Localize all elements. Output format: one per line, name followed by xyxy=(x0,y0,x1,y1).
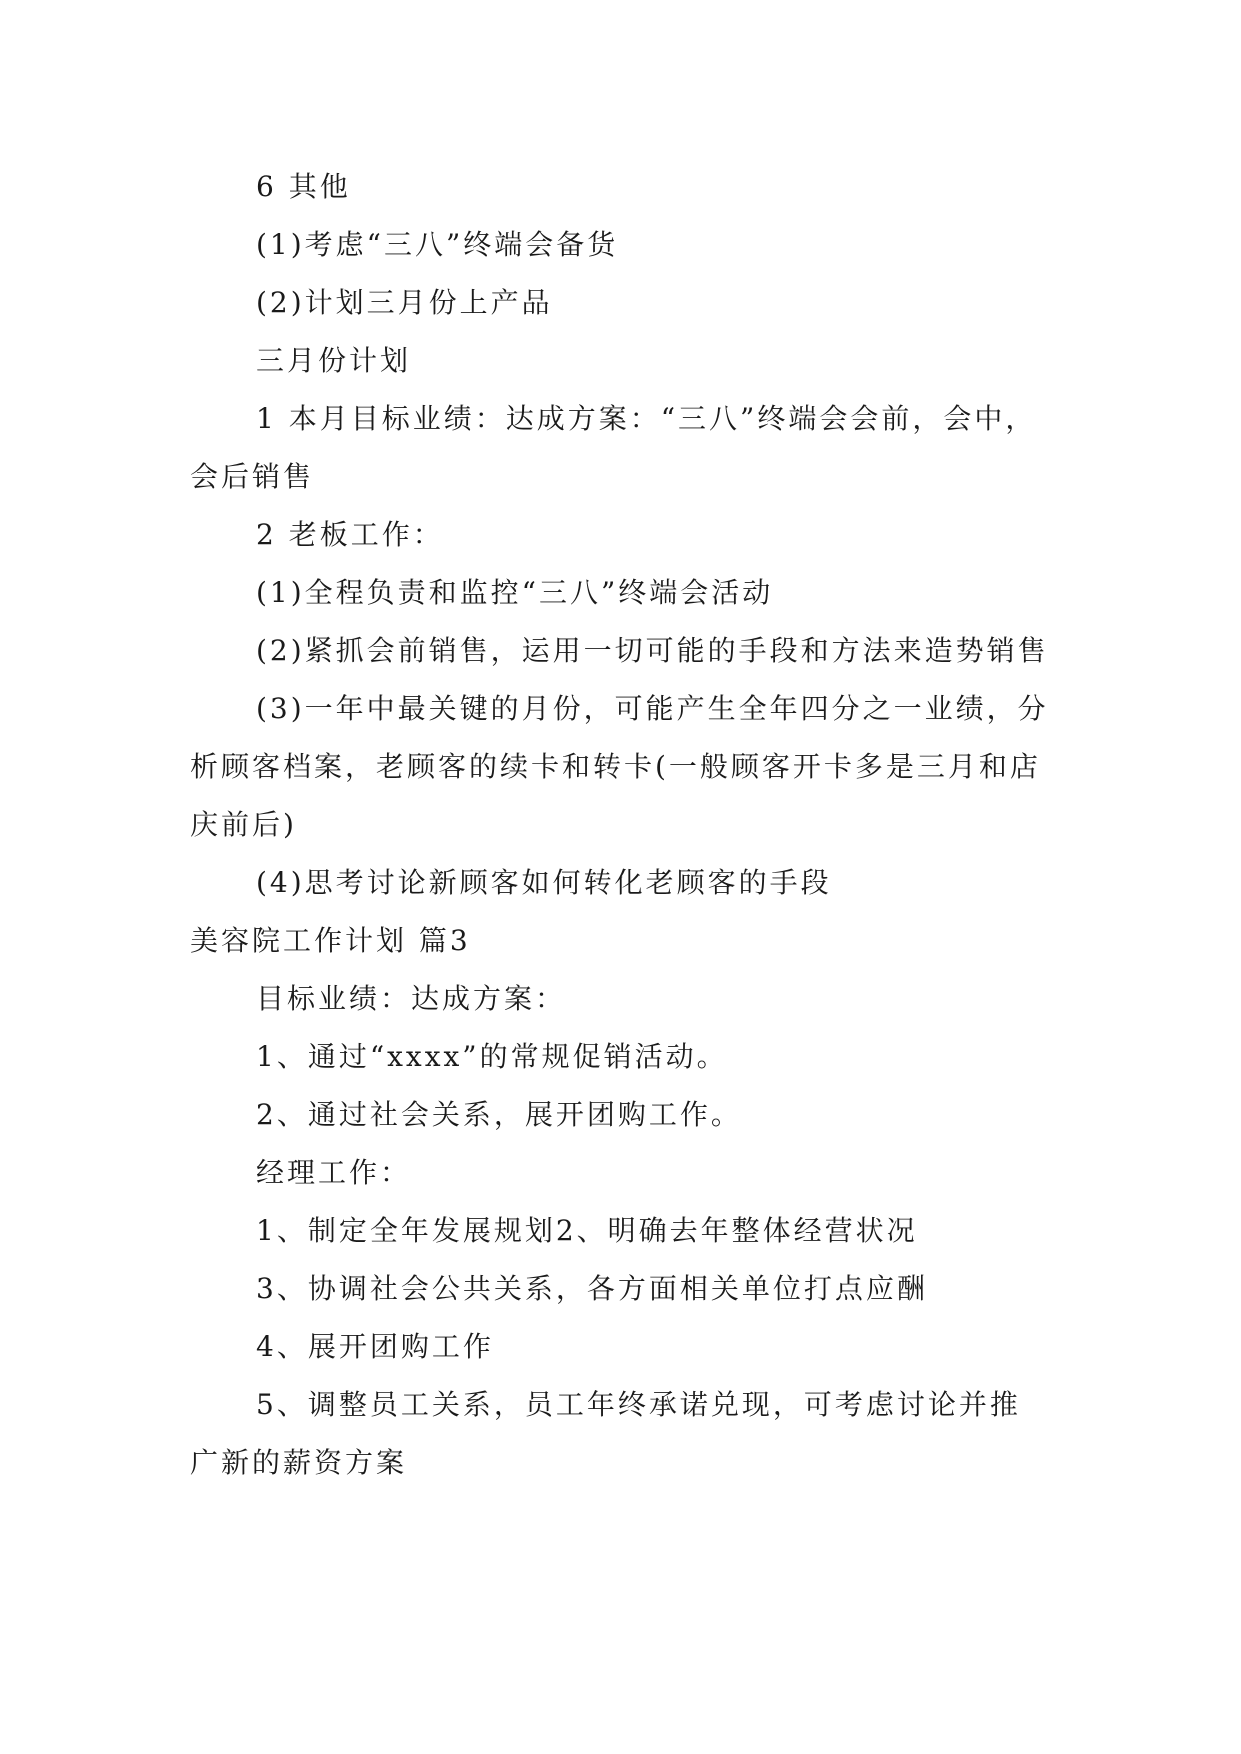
paragraph: 2、通过社会关系，展开团购工作。 xyxy=(256,1098,742,1131)
document-body xyxy=(190,158,1050,1492)
paragraph: (1)考虑“三八”终端会备货 xyxy=(256,228,619,261)
paragraph: 经理工作： xyxy=(256,1156,412,1189)
paragraph: 1、制定全年发展规划2、明确去年整体经营状况 xyxy=(256,1214,918,1247)
paragraph: (3)一年中最关键的月份，可能产生全年四分之一业绩，分析顾客档案，老顾客的续卡和转卡(一般顾客开卡多是三月和店庆前后) xyxy=(190,692,1049,841)
paragraph: (4)思考讨论新顾客如何转化老顾客的手段 xyxy=(256,866,832,899)
paragraph: 1 本月目标业绩：达成方案：“三八”终端会会前，会中，会后销售 xyxy=(190,402,1037,493)
paragraph: 三月份计划 xyxy=(256,344,412,377)
paragraph: 1、通过“xxxx”的常规促销活动。 xyxy=(256,1040,728,1073)
paragraph: 4、展开团购工作 xyxy=(256,1330,494,1363)
paragraph: 3、协调社会公共关系，各方面相关单位打点应酬 xyxy=(256,1272,928,1305)
paragraph: 5、调整员工关系，员工年终承诺兑现，可考虑讨论并推广新的薪资方案 xyxy=(190,1388,1021,1479)
paragraph: (1)全程负责和监控“三八”终端会活动 xyxy=(256,576,774,609)
paragraph: (2)紧抓会前销售，运用一切可能的手段和方法来造势销售 xyxy=(256,634,1049,667)
paragraph: 2 老板工作： xyxy=(256,518,444,551)
paragraph: 目标业绩：达成方案： xyxy=(256,982,567,1015)
paragraph: (2)计划三月份上产品 xyxy=(256,286,553,319)
paragraph: 6 其他 xyxy=(256,170,351,203)
section-heading: 美容院工作计划 篇3 xyxy=(190,924,471,957)
